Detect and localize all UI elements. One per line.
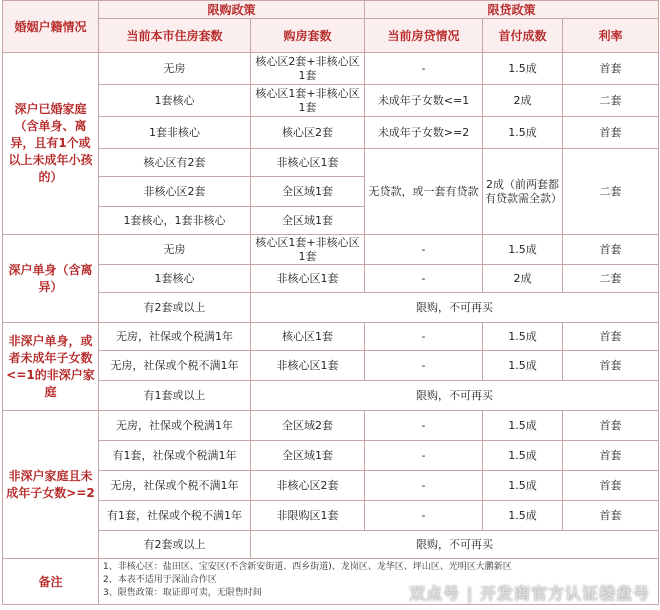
cell-loan: - [365, 323, 483, 351]
cell-loan: 未成年子女数<=1 [365, 85, 483, 117]
cell-loan: - [365, 351, 483, 381]
cell-purchase: 非核心区1套 [251, 351, 365, 381]
category-married-local: 深户已婚家庭（含单身、离异，且有1个或以上未成年小孩的） [3, 53, 99, 235]
category-nonlocal-single: 非深户单身，或者未成年子女数<=1的非深户家庭 [3, 323, 99, 411]
header-down-payment: 首付成数 [483, 19, 563, 53]
cell-rate: 首套 [563, 235, 659, 265]
cell-rate: 首套 [563, 53, 659, 85]
cell-purchase: 核心区2套+非核心区1套 [251, 53, 365, 85]
cell-purchase: 全区域1套 [251, 441, 365, 471]
watermark: 双点号 | 开发商官方认证楼盘号 [409, 584, 650, 603]
cell-down: 1.5成 [483, 117, 563, 149]
cell-current: 1套核心 [99, 265, 251, 293]
cell-loan: - [365, 441, 483, 471]
cell-current: 无房，社保或个税满1年 [99, 323, 251, 351]
category-local-single: 深户单身（含离异） [3, 235, 99, 323]
cell-current: 有2套或以上 [99, 293, 251, 323]
cell-loan: - [365, 471, 483, 501]
cell-purchase: 核心区1套 [251, 323, 365, 351]
cell-rate: 首套 [563, 471, 659, 501]
cell-current: 无房，社保或个税不满1年 [99, 471, 251, 501]
category-nonlocal-family: 非深户家庭且未成年子女数>=2 [3, 411, 99, 559]
cell-down: 1.5成 [483, 411, 563, 441]
table-row [3, 265, 659, 293]
cell-rate: 首套 [563, 411, 659, 441]
cell-down: 1.5成 [483, 323, 563, 351]
cell-down-merged: 2成（前两套都有贷款需全款） [483, 149, 563, 235]
table-row [3, 531, 659, 559]
notes-title: 备注 [3, 559, 99, 605]
cell-current: 1套核心，1套非核心 [99, 207, 251, 235]
cell-restricted: 限购，不可再买 [251, 293, 659, 323]
header-current-homes: 当前本市住房套数 [99, 19, 251, 53]
cell-down: 1.5成 [483, 53, 563, 85]
cell-current: 有1套或以上 [99, 381, 251, 411]
table-row [3, 149, 659, 177]
cell-current: 1套非核心 [99, 117, 251, 149]
cell-rate: 二套 [563, 85, 659, 117]
cell-down: 1.5成 [483, 351, 563, 381]
cell-current: 有1套，社保或个税满1年 [99, 441, 251, 471]
table-row [3, 351, 659, 381]
header-rate: 利率 [563, 19, 659, 53]
cell-purchase: 全区域2套 [251, 411, 365, 441]
cell-down: 1.5成 [483, 471, 563, 501]
header-purchase-policy: 限购政策 [99, 1, 365, 19]
cell-current: 非核心区2套 [99, 177, 251, 207]
cell-current: 有2套或以上 [99, 531, 251, 559]
header-current-loan: 当前房贷情况 [365, 19, 483, 53]
cell-rate: 二套 [563, 265, 659, 293]
cell-current: 无房，社保或个税满1年 [99, 411, 251, 441]
note-item: 3、限售政策：取证即可卖，无限售时间 [103, 588, 262, 598]
cell-rate: 首套 [563, 441, 659, 471]
cell-current: 无房，社保或个税不满1年 [99, 351, 251, 381]
cell-loan-merged: 无贷款，或一套有贷款 [365, 149, 483, 235]
cell-purchase: 核心区1套+非核心区1套 [251, 85, 365, 117]
cell-loan: - [365, 501, 483, 531]
cell-purchase: 非核心区2套 [251, 471, 365, 501]
note-item: 1、非核心区：盐田区、宝安区(不含新安街道、西乡街道)、龙岗区、龙华区、坪山区、光明区大鹏新区 [103, 562, 512, 572]
cell-down: 1.5成 [483, 501, 563, 531]
cell-loan: 未成年子女数>=2 [365, 117, 483, 149]
header-row-2 [3, 19, 659, 53]
table-row [3, 411, 659, 441]
cell-restricted: 限购，不可再买 [251, 531, 659, 559]
header-row-1 [3, 1, 659, 19]
cell-down: 1.5成 [483, 441, 563, 471]
cell-current: 有1套，社保或个税不满1年 [99, 501, 251, 531]
cell-rate: 首套 [563, 351, 659, 381]
cell-rate: 首套 [563, 117, 659, 149]
cell-current: 1套核心 [99, 85, 251, 117]
cell-purchase: 非限购区1套 [251, 501, 365, 531]
header-purchase-count: 购房套数 [251, 19, 365, 53]
cell-down: 2成 [483, 265, 563, 293]
cell-purchase: 非核心区1套 [251, 265, 365, 293]
cell-rate: 首套 [563, 501, 659, 531]
cell-loan: - [365, 411, 483, 441]
table-row [3, 323, 659, 351]
table-row [3, 441, 659, 471]
table-row [3, 85, 659, 117]
cell-purchase: 非核心区1套 [251, 149, 365, 177]
purchase-loan-policy-table [2, 0, 659, 605]
cell-rate: 首套 [563, 323, 659, 351]
table-row [3, 235, 659, 265]
table-row [3, 471, 659, 501]
cell-loan: - [365, 53, 483, 85]
cell-purchase: 全区域1套 [251, 207, 365, 235]
cell-loan: - [365, 235, 483, 265]
table-row [3, 501, 659, 531]
cell-current: 无房 [99, 53, 251, 85]
table-row [3, 117, 659, 149]
cell-current: 核心区有2套 [99, 149, 251, 177]
table-row [3, 293, 659, 323]
note-item: 2、本表不适用于深汕合作区 [103, 575, 217, 585]
cell-current: 无房 [99, 235, 251, 265]
table-row [3, 381, 659, 411]
cell-down: 1.5成 [483, 235, 563, 265]
cell-purchase: 核心区2套 [251, 117, 365, 149]
cell-rate-merged: 二套 [563, 149, 659, 235]
header-loan-policy: 限贷政策 [365, 1, 659, 19]
cell-purchase: 全区域1套 [251, 177, 365, 207]
header-household: 婚姻户籍情况 [3, 1, 99, 53]
cell-purchase: 核心区1套+非核心区1套 [251, 235, 365, 265]
cell-loan: - [365, 265, 483, 293]
cell-down: 2成 [483, 85, 563, 117]
table-row [3, 53, 659, 85]
cell-restricted: 限购，不可再买 [251, 381, 659, 411]
